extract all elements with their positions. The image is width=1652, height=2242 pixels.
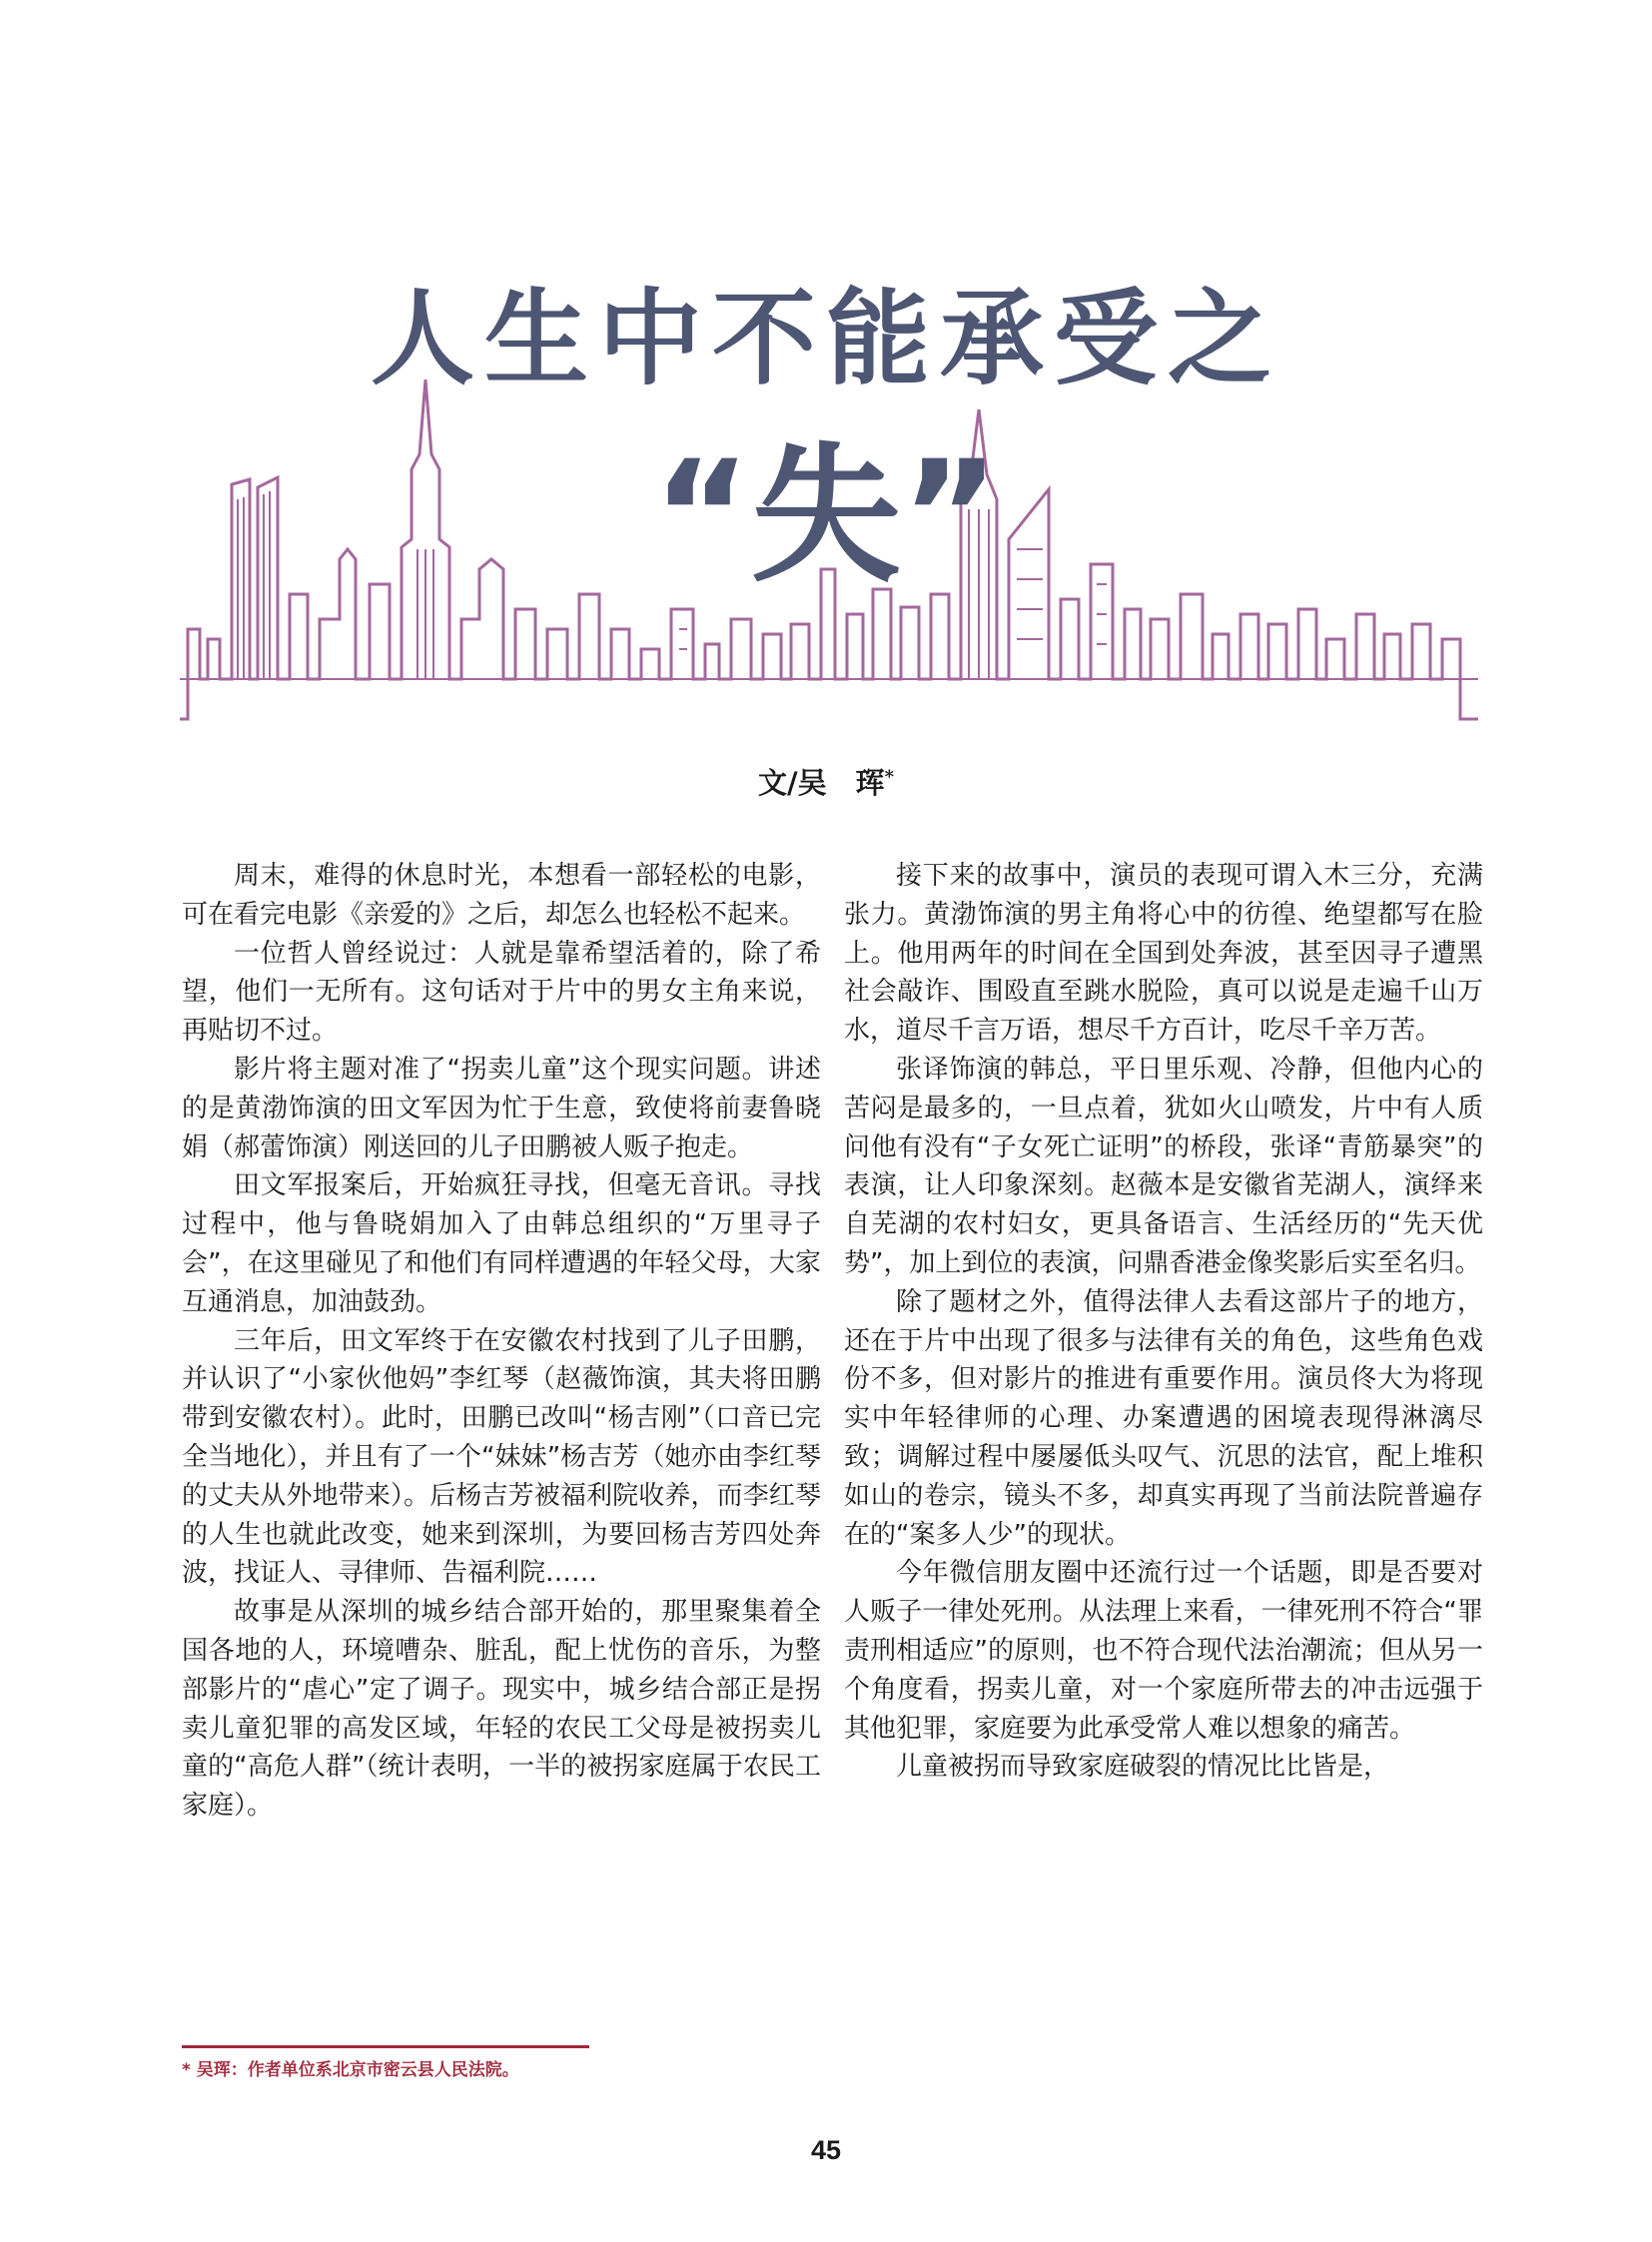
paragraph: 三年后，田文军终于在安徽农村找到了儿子田鹏，并认识了“小家伙他妈”李红琴（赵薇饰演，其夫将田鹏带到安徽农村）。此时，田鹏已改叫“杨吉刚”（口音已完全当地化），并且有了一个“妹妹”杨吉芳（她亦由李红琴的丈夫从外地带来）。后杨吉芳被福利院收养，而李红琴的人生也就此改变，她来到深圳，为要回杨吉芳四处奔波，找证人、寻律师、告福利院…… <box>182 1325 821 1589</box>
author-footnote-mark: * <box>884 766 894 788</box>
paragraph: 影片将主题对准了“拐卖儿童”这个现实问题。讲述的是黄渤饰演的田文军因为忙于生意，致使将前妻鲁晓娟（郝蕾饰演）刚送回的儿子田鹏被人贩子抱走。 <box>182 1054 821 1162</box>
author-footnote: * 吴珲：作者单位系北京市密云县人民法院。 <box>182 2060 519 2080</box>
article-title-line1: 人生中不能承受之 <box>370 278 1281 399</box>
page-number: 45 <box>810 2135 842 2165</box>
article-column-right <box>844 857 1483 1787</box>
paragraph: 田文军报案后，开始疯狂寻找，但毫无音讯。寻找过程中，他与鲁晓娟加入了由韩总组织的“万里寻子会”，在这里碰见了和他们有同样遭遇的年轻父母，大家互通消息，加油鼓劲。 <box>182 1170 821 1317</box>
paragraph: 周末，难得的休息时光，本想看一部轻松的电影，可在看完电影《亲爱的》之后，却怎么也轻松不起来。 <box>182 861 821 930</box>
footnote-divider <box>182 2045 589 2048</box>
article-column-left <box>182 857 821 1826</box>
paragraph: 接下来的故事中，演员的表现可谓入木三分，充满张力。黄渤饰演的男主角将心中的彷徨、绝望都写在脸上。他用两年的时间在全国到处奔波，甚至因寻子遭黑社会敲诈、围殴直至跳水脱险，真可以说是走遍千山万水，道尽千言万语，想尽千方百计，吃尽千辛万苦。 <box>844 861 1483 1047</box>
paragraph: 故事是从深圳的城乡结合部开始的，那里聚集着全国各地的人，环境嘈杂、脏乱，配上忧伤的音乐，为整部影片的“虐心”定了调子。现实中，城乡结合部正是拐卖儿童犯罪的高发区域，年轻的农民工父母是被拐卖儿童的“高危人群”（统计表明，一半的被拐家庭属于农民工家庭）。 <box>182 1597 821 1822</box>
paragraph: 张译饰演的韩总，平日里乐观、冷静，但他内心的苦闷是最多的，一旦点着，犹如火山喷发，片中有人质问他有没有“子女死亡证明”的桥段，张译“青筋暴突”的表演，让人印象深刻。赵薇本是安徽省芜湖人，演绎来自芜湖的农村妇女，更具备语言、生活经历的“先天优势”，加上到位的表演，问鼎香港金像奖影后实至名归。 <box>844 1054 1483 1278</box>
article-title-line2: “失” <box>652 429 1000 603</box>
author-name: 文/吴 珲 <box>757 766 885 800</box>
paragraph: 除了题材之外，值得法律人去看这部片子的地方，还在于片中出现了很多与法律有关的角色，这些角色戏份不多，但对影片的推进有重要作用。演员佟大为将现实中年轻律师的心理、办案遭遇的困境表现得淋漓尽致；调解过程中屡屡低头叹气、沉思的法官，配上堆积如山的卷宗，镜头不多，却真实再现了当前法院普遍存在的“案多人少”的现状。 <box>844 1286 1483 1550</box>
paragraph: 今年微信朋友圈中还流行过一个话题，即是否要对人贩子一律处死刑。从法理上来看，一律死刑不符合“罪责刑相适应”的原则，也不符合现代法治潮流；但从另一个角度看，拐卖儿童，对一个家庭所带去的冲击远强于其他犯罪，家庭要为此承受常人难以想象的痛苦。 <box>844 1558 1483 1744</box>
paragraph: 儿童被拐而导致家庭破裂的情况比比皆是， <box>896 1752 1390 1783</box>
paragraph: 一位哲人曾经说过：人就是靠希望活着的，除了希望，他们一无所有。这句话对于片中的男女主角来说，再贴切不过。 <box>182 938 821 1047</box>
author-byline <box>0 761 1652 802</box>
